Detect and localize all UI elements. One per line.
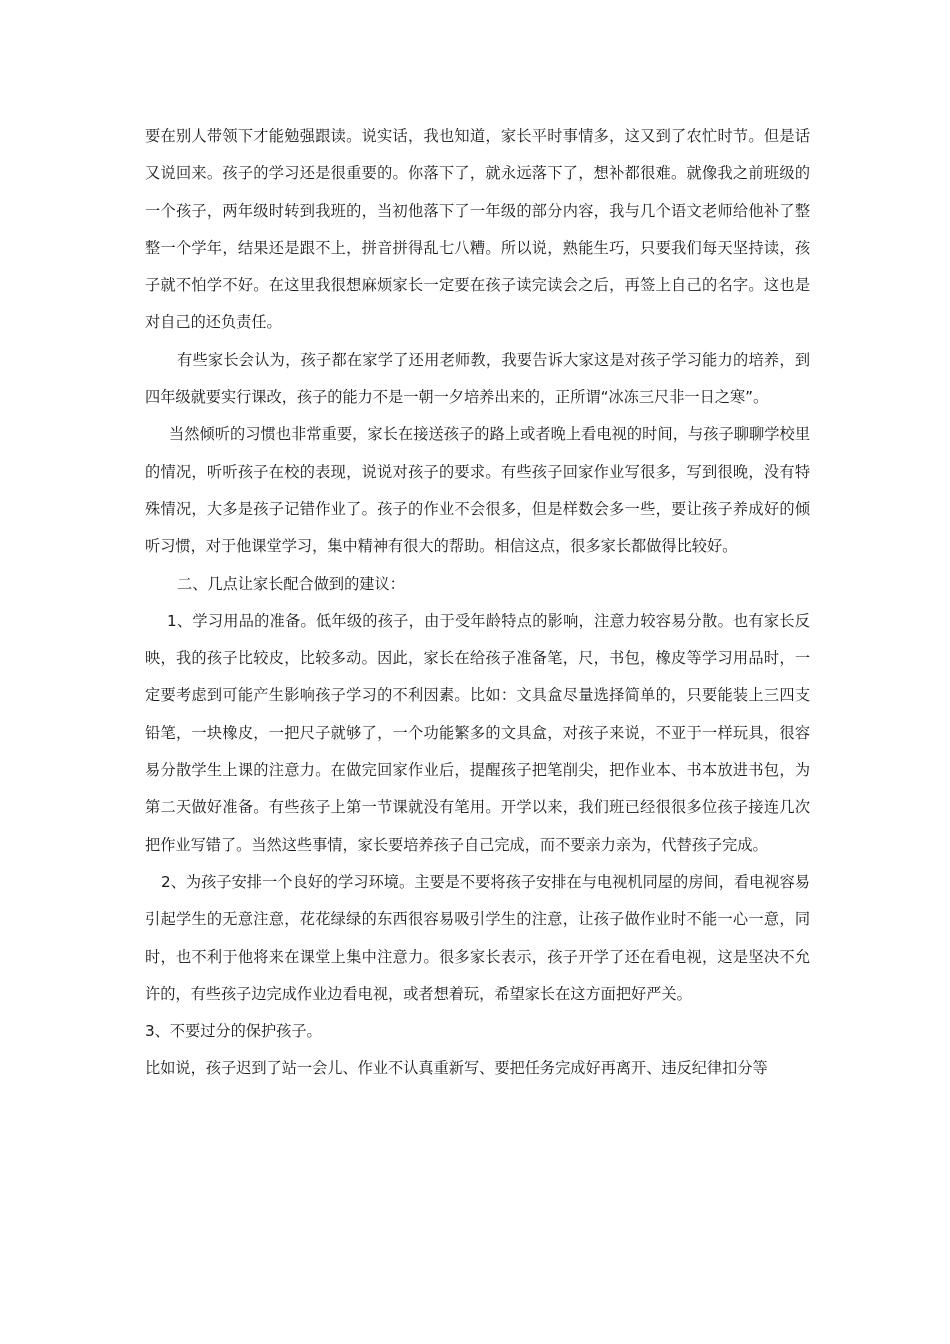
paragraph-overprotection-example: 比如说，孩子迟到了站一会儿、作业不认真重新写、要把任务完成好再离开、违反纪律扣分等 (145, 1059, 768, 1078)
section-heading-suggestions: 二、几点让家长配合做到的建议： (177, 574, 405, 593)
paragraph-listening-habit: 当然倾听的习惯也非常重要，家长在接送孩子的路上或者晚上看电视的时间，与孩子聊聊学校里的情况，听听孩子在校的表现，说说对孩子的要求。有些孩子回家作业写很多，写到很晚，没有特殊情况，大多是孩子记错作业了。孩子的作业不会很多，但是样数会多一些，要让孩子养成好的倾听习惯，对于他课堂学习，集中精神有很大的帮助。相信这点，很多家长都做得比较好。 (145, 425, 810, 556)
paragraph-study-environment: 2、为孩子安排一个良好的学习环境。主要是不要将孩子安排在与电视机同屋的房间，看电视容易引起学生的无意注意，花花绿绿的东西很容易吸引学生的注意，让孩子做作业时不能一心一意，同时，也不利于他将来在课堂上集中注意力。很多家长表示，孩子开学了还在看电视，这是坚决不允许的，有些孩子边完成作业边看电视，或者想着玩，希望家长在这方面把好严关。 (145, 872, 810, 1003)
paragraph-overprotection-heading: 3、不要过分的保护孩子。 (145, 1022, 322, 1041)
paragraph-reading-responsibility: 要在别人带领下才能勉强跟读。说实话，我也知道，家长平时事情多，这又到了农忙时节。但是话又说回来。孩子的学习还是很重要的。你落下了，就永远落下了，想补都很难。就像我之前班级的一个孩子，两年级时转到我班的，当初他落下了一年级的部分内容，我与几个语文老师给他补了整整一个学年，结果还是跟不上，拼音拼得乱七八糟。所以说，熟能生巧，只要我们每天坚持读，孩子就不怕学不好。在这里我很想麻烦家长一定要在孩子读完读会之后，再签上自己的名字。这也是对自己的还负责任。 (145, 127, 810, 332)
document-page (145, 118, 810, 1088)
paragraph-teacher-role: 有些家长会认为，孩子都在家学了还用老师教，我要告诉大家这是对孩子学习能力的培养，到四年级就要实行课改，孩子的能力不是一朝一夕培养出来的，正所谓“冰冻三尺非一日之寒”。 (145, 350, 810, 407)
paragraph-school-supplies: 1、学习用品的准备。低年级的孩子，由于受年龄特点的影响，注意力较容易分散。也有家长反映，我的孩子比较皮，比较多动。因此，家长在给孩子准备笔，尺，书包，橡皮等学习用品时，一定要考虑到可能产生影响孩子学习的不利因素。比如：文具盒尽量选择简单的，只要能装上三四支铅笔，一块橡皮，一把尺子就够了，一个功能繁多的文具盒，对孩子来说，不亚于一样玩具，很容易分散学生上课的注意力。在做完回家作业后，提醒孩子把笔削尖，把作业本、书本放进书包，为第二天做好准备。有些孩子上第一节课就没有笔用。开学以来，我们班已经很很多位孩子接连几次把作业写错了。当然这些事情，家长要培养孩子自己完成，而不要亲力亲为，代替孩子完成。 (145, 611, 810, 854)
